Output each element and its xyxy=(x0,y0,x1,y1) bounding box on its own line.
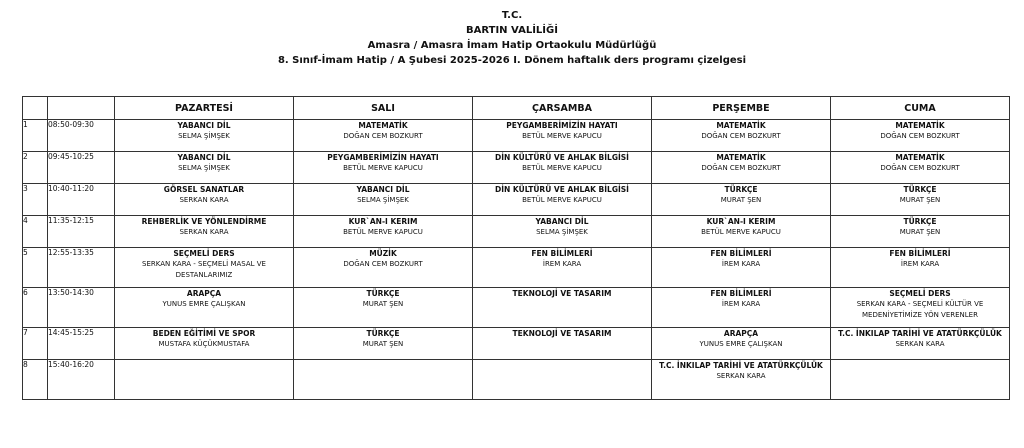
lesson-subject: YABANCI DİL xyxy=(356,185,410,194)
lesson-teacher: İREM KARA xyxy=(721,260,761,268)
lesson-cell xyxy=(652,288,831,328)
lesson-cell xyxy=(831,184,1010,216)
period-number: 7 xyxy=(23,328,48,360)
lesson-subject: KUR`AN-I KERIM xyxy=(348,217,418,226)
period-number: 8 xyxy=(23,360,48,400)
period-number: 4 xyxy=(23,216,48,248)
lesson-subject: TÜRKÇE xyxy=(724,185,758,194)
lesson-teacher: DOĞAN CEM BOZKURT xyxy=(880,164,960,172)
lesson-teacher: DOĞAN CEM BOZKURT xyxy=(343,260,423,268)
lesson-teacher: SELMA ŞİMŞEK xyxy=(178,164,230,172)
lesson-cell xyxy=(652,152,831,184)
period-time: 12:55-13:35 xyxy=(48,248,115,288)
lesson-cell xyxy=(294,184,473,216)
lesson-cell xyxy=(473,152,652,184)
lesson-cell xyxy=(115,360,294,400)
lesson-subject: TÜRKÇE xyxy=(366,329,400,338)
day-header-tuesday: SALI xyxy=(294,97,473,120)
lesson-cell xyxy=(115,120,294,152)
lesson-teacher: DOĞAN CEM BOZKURT xyxy=(343,132,423,140)
lesson-cell xyxy=(115,184,294,216)
period-number: 1 xyxy=(23,120,48,152)
lesson-teacher: BETÜL MERVE KAPUCU xyxy=(522,196,602,204)
period-row xyxy=(23,360,1010,400)
day-header-row xyxy=(23,97,1010,120)
lesson-teacher: MURAT ŞEN xyxy=(362,300,404,308)
day-header-wednesday: ÇARSAMBA xyxy=(473,97,652,120)
lesson-cell xyxy=(652,328,831,360)
period-time: 13:50-14:30 xyxy=(48,288,115,328)
lesson-cell xyxy=(115,328,294,360)
lesson-subject: MATEMATİK xyxy=(358,121,408,130)
lesson-subject: FEN BİLİMLERİ xyxy=(889,249,951,258)
lesson-teacher: İREM KARA xyxy=(900,260,940,268)
document-header xyxy=(0,0,1024,68)
lesson-cell xyxy=(294,152,473,184)
period-row xyxy=(23,328,1010,360)
day-header-thursday: PERŞEMBE xyxy=(652,97,831,120)
lesson-cell xyxy=(473,288,652,328)
period-number: 5 xyxy=(23,248,48,288)
period-row xyxy=(23,120,1010,152)
corner-cell xyxy=(23,97,48,120)
lesson-subject: PEYGAMBERİMİZİN HAYATI xyxy=(506,121,618,130)
period-time: 14:45-15:25 xyxy=(48,328,115,360)
lesson-subject: YABANCI DİL xyxy=(177,153,231,162)
lesson-subject: FEN BİLİMLERİ xyxy=(710,289,772,298)
period-number: 2 xyxy=(23,152,48,184)
period-row xyxy=(23,288,1010,328)
lesson-teacher: SELMA ŞİMŞEK xyxy=(536,228,588,236)
period-row xyxy=(23,152,1010,184)
period-time: 10:40-11:20 xyxy=(48,184,115,216)
lesson-teacher: İREM KARA xyxy=(542,260,582,268)
lesson-cell xyxy=(294,328,473,360)
lesson-cell xyxy=(831,152,1010,184)
lesson-subject: MATEMATİK xyxy=(895,153,945,162)
lesson-cell xyxy=(473,184,652,216)
lesson-subject: DİN KÜLTÜRÜ VE AHLAK BİLGİSİ xyxy=(495,185,629,194)
header-line-3: Amasra / Amasra İmam Hatip Ortaokulu Müdürlüğü xyxy=(367,40,657,51)
lesson-subject: GÖRSEL SANATLAR xyxy=(163,185,245,194)
header-line-1: T.C. xyxy=(501,10,523,21)
lesson-teacher: SERKAN KARA - SEÇMELİ MASAL VE DESTANLARIMIZ xyxy=(142,260,266,279)
lesson-cell xyxy=(294,248,473,288)
lesson-subject: ARAPÇA xyxy=(186,289,222,298)
lesson-cell xyxy=(473,248,652,288)
period-time: 09:45-10:25 xyxy=(48,152,115,184)
lesson-cell xyxy=(831,360,1010,400)
period-time: 11:35-12:15 xyxy=(48,216,115,248)
lesson-teacher: İREM KARA xyxy=(721,300,761,308)
lesson-teacher: BETÜL MERVE KAPUCU xyxy=(522,132,602,140)
header-line-4: 8. Sınıf-İmam Hatip / A Şubesi 2025-2026 I. Dönem haftalık ders programı çizelgesi xyxy=(277,55,747,66)
lesson-subject: MATEMATİK xyxy=(716,121,766,130)
lesson-teacher: BETÜL MERVE KAPUCU xyxy=(343,228,423,236)
period-number: 6 xyxy=(23,288,48,328)
lesson-teacher: YUNUS EMRE ÇALIŞKAN xyxy=(699,340,783,348)
period-number: 3 xyxy=(23,184,48,216)
lesson-subject: SEÇMELİ DERS xyxy=(889,289,951,298)
lesson-subject: TÜRKÇE xyxy=(903,185,937,194)
lesson-cell xyxy=(294,120,473,152)
lesson-cell xyxy=(473,120,652,152)
lesson-cell xyxy=(831,288,1010,328)
lesson-subject: DİN KÜLTÜRÜ VE AHLAK BİLGİSİ xyxy=(495,153,629,162)
lesson-teacher: MURAT ŞEN xyxy=(899,228,941,236)
lesson-teacher: DOĞAN CEM BOZKURT xyxy=(701,164,781,172)
lesson-teacher: SELMA ŞİMŞEK xyxy=(357,196,409,204)
period-row xyxy=(23,216,1010,248)
lesson-teacher: MURAT ŞEN xyxy=(899,196,941,204)
lesson-teacher: SERKAN KARA xyxy=(716,372,766,380)
header-line-2: BARTIN VALİLİĞİ xyxy=(466,25,558,36)
lesson-teacher: BETÜL MERVE KAPUCU xyxy=(701,228,781,236)
lesson-subject: ARAPÇA xyxy=(723,329,759,338)
lesson-teacher: MURAT ŞEN xyxy=(362,340,404,348)
lesson-cell xyxy=(831,328,1010,360)
lesson-cell xyxy=(473,328,652,360)
lesson-subject: MATEMATİK xyxy=(895,121,945,130)
lesson-cell xyxy=(294,288,473,328)
lesson-subject: TÜRKÇE xyxy=(366,289,400,298)
lesson-subject: MÜZİK xyxy=(369,249,397,258)
period-time: 08:50-09:30 xyxy=(48,120,115,152)
lesson-cell xyxy=(115,216,294,248)
lesson-teacher: SERKAN KARA - SEÇMELİ KÜLTÜR VE MEDENİYETİMİZE YÖN VERENLER xyxy=(856,300,984,319)
lesson-subject: TEKNOLOJİ VE TASARIM xyxy=(512,329,612,338)
lesson-cell xyxy=(831,120,1010,152)
lesson-teacher: MURAT ŞEN xyxy=(720,196,762,204)
day-header-monday: PAZARTESİ xyxy=(115,97,294,120)
lesson-teacher: SERKAN KARA xyxy=(895,340,945,348)
period-row xyxy=(23,248,1010,288)
period-time: 15:40-16:20 xyxy=(48,360,115,400)
lesson-cell xyxy=(115,152,294,184)
lesson-teacher: BETÜL MERVE KAPUCU xyxy=(522,164,602,172)
lesson-cell xyxy=(473,216,652,248)
lesson-cell xyxy=(652,248,831,288)
lesson-cell xyxy=(831,216,1010,248)
lesson-subject: T.C. İNKILAP TARİHİ VE ATATÜRKÇÜLÜK xyxy=(838,329,1002,338)
period-row xyxy=(23,184,1010,216)
time-header-cell xyxy=(48,97,115,120)
lesson-cell xyxy=(473,360,652,400)
lesson-subject: FEN BİLİMLERİ xyxy=(710,249,772,258)
lesson-cell xyxy=(652,216,831,248)
lesson-subject: MATEMATİK xyxy=(716,153,766,162)
lesson-cell xyxy=(115,248,294,288)
lesson-subject: T.C. İNKILAP TARİHİ VE ATATÜRKÇÜLÜK xyxy=(659,361,823,370)
lesson-subject: REHBERLİK VE YÖNLENDİRME xyxy=(141,217,267,226)
lesson-subject: YABANCI DİL xyxy=(535,217,589,226)
lesson-subject: FEN BİLİMLERİ xyxy=(531,249,593,258)
lesson-cell xyxy=(294,360,473,400)
lesson-teacher: YUNUS EMRE ÇALIŞKAN xyxy=(162,300,246,308)
lesson-subject: KUR`AN-I KERIM xyxy=(706,217,776,226)
lesson-subject: BEDEN EĞİTİMİ VE SPOR xyxy=(152,329,256,338)
lesson-subject: TEKNOLOJİ VE TASARIM xyxy=(512,289,612,298)
lesson-cell xyxy=(652,120,831,152)
lesson-subject: SEÇMELİ DERS xyxy=(173,249,235,258)
lesson-cell xyxy=(652,184,831,216)
lesson-teacher: BETÜL MERVE KAPUCU xyxy=(343,164,423,172)
day-header-friday: CUMA xyxy=(831,97,1010,120)
lesson-cell xyxy=(294,216,473,248)
lesson-teacher: SELMA ŞİMŞEK xyxy=(178,132,230,140)
lesson-teacher: SERKAN KARA xyxy=(179,196,229,204)
lesson-teacher: MUSTAFA KÜÇÜKMUSTAFA xyxy=(158,340,250,348)
lesson-subject: PEYGAMBERİMİZİN HAYATI xyxy=(327,153,439,162)
lesson-cell xyxy=(652,360,831,400)
lesson-teacher: DOĞAN CEM BOZKURT xyxy=(701,132,781,140)
lesson-teacher: SERKAN KARA xyxy=(179,228,229,236)
schedule-table xyxy=(22,96,1010,400)
lesson-subject: YABANCI DİL xyxy=(177,121,231,130)
lesson-cell xyxy=(115,288,294,328)
lesson-cell xyxy=(831,248,1010,288)
lesson-teacher: DOĞAN CEM BOZKURT xyxy=(880,132,960,140)
lesson-subject: TÜRKÇE xyxy=(903,217,937,226)
